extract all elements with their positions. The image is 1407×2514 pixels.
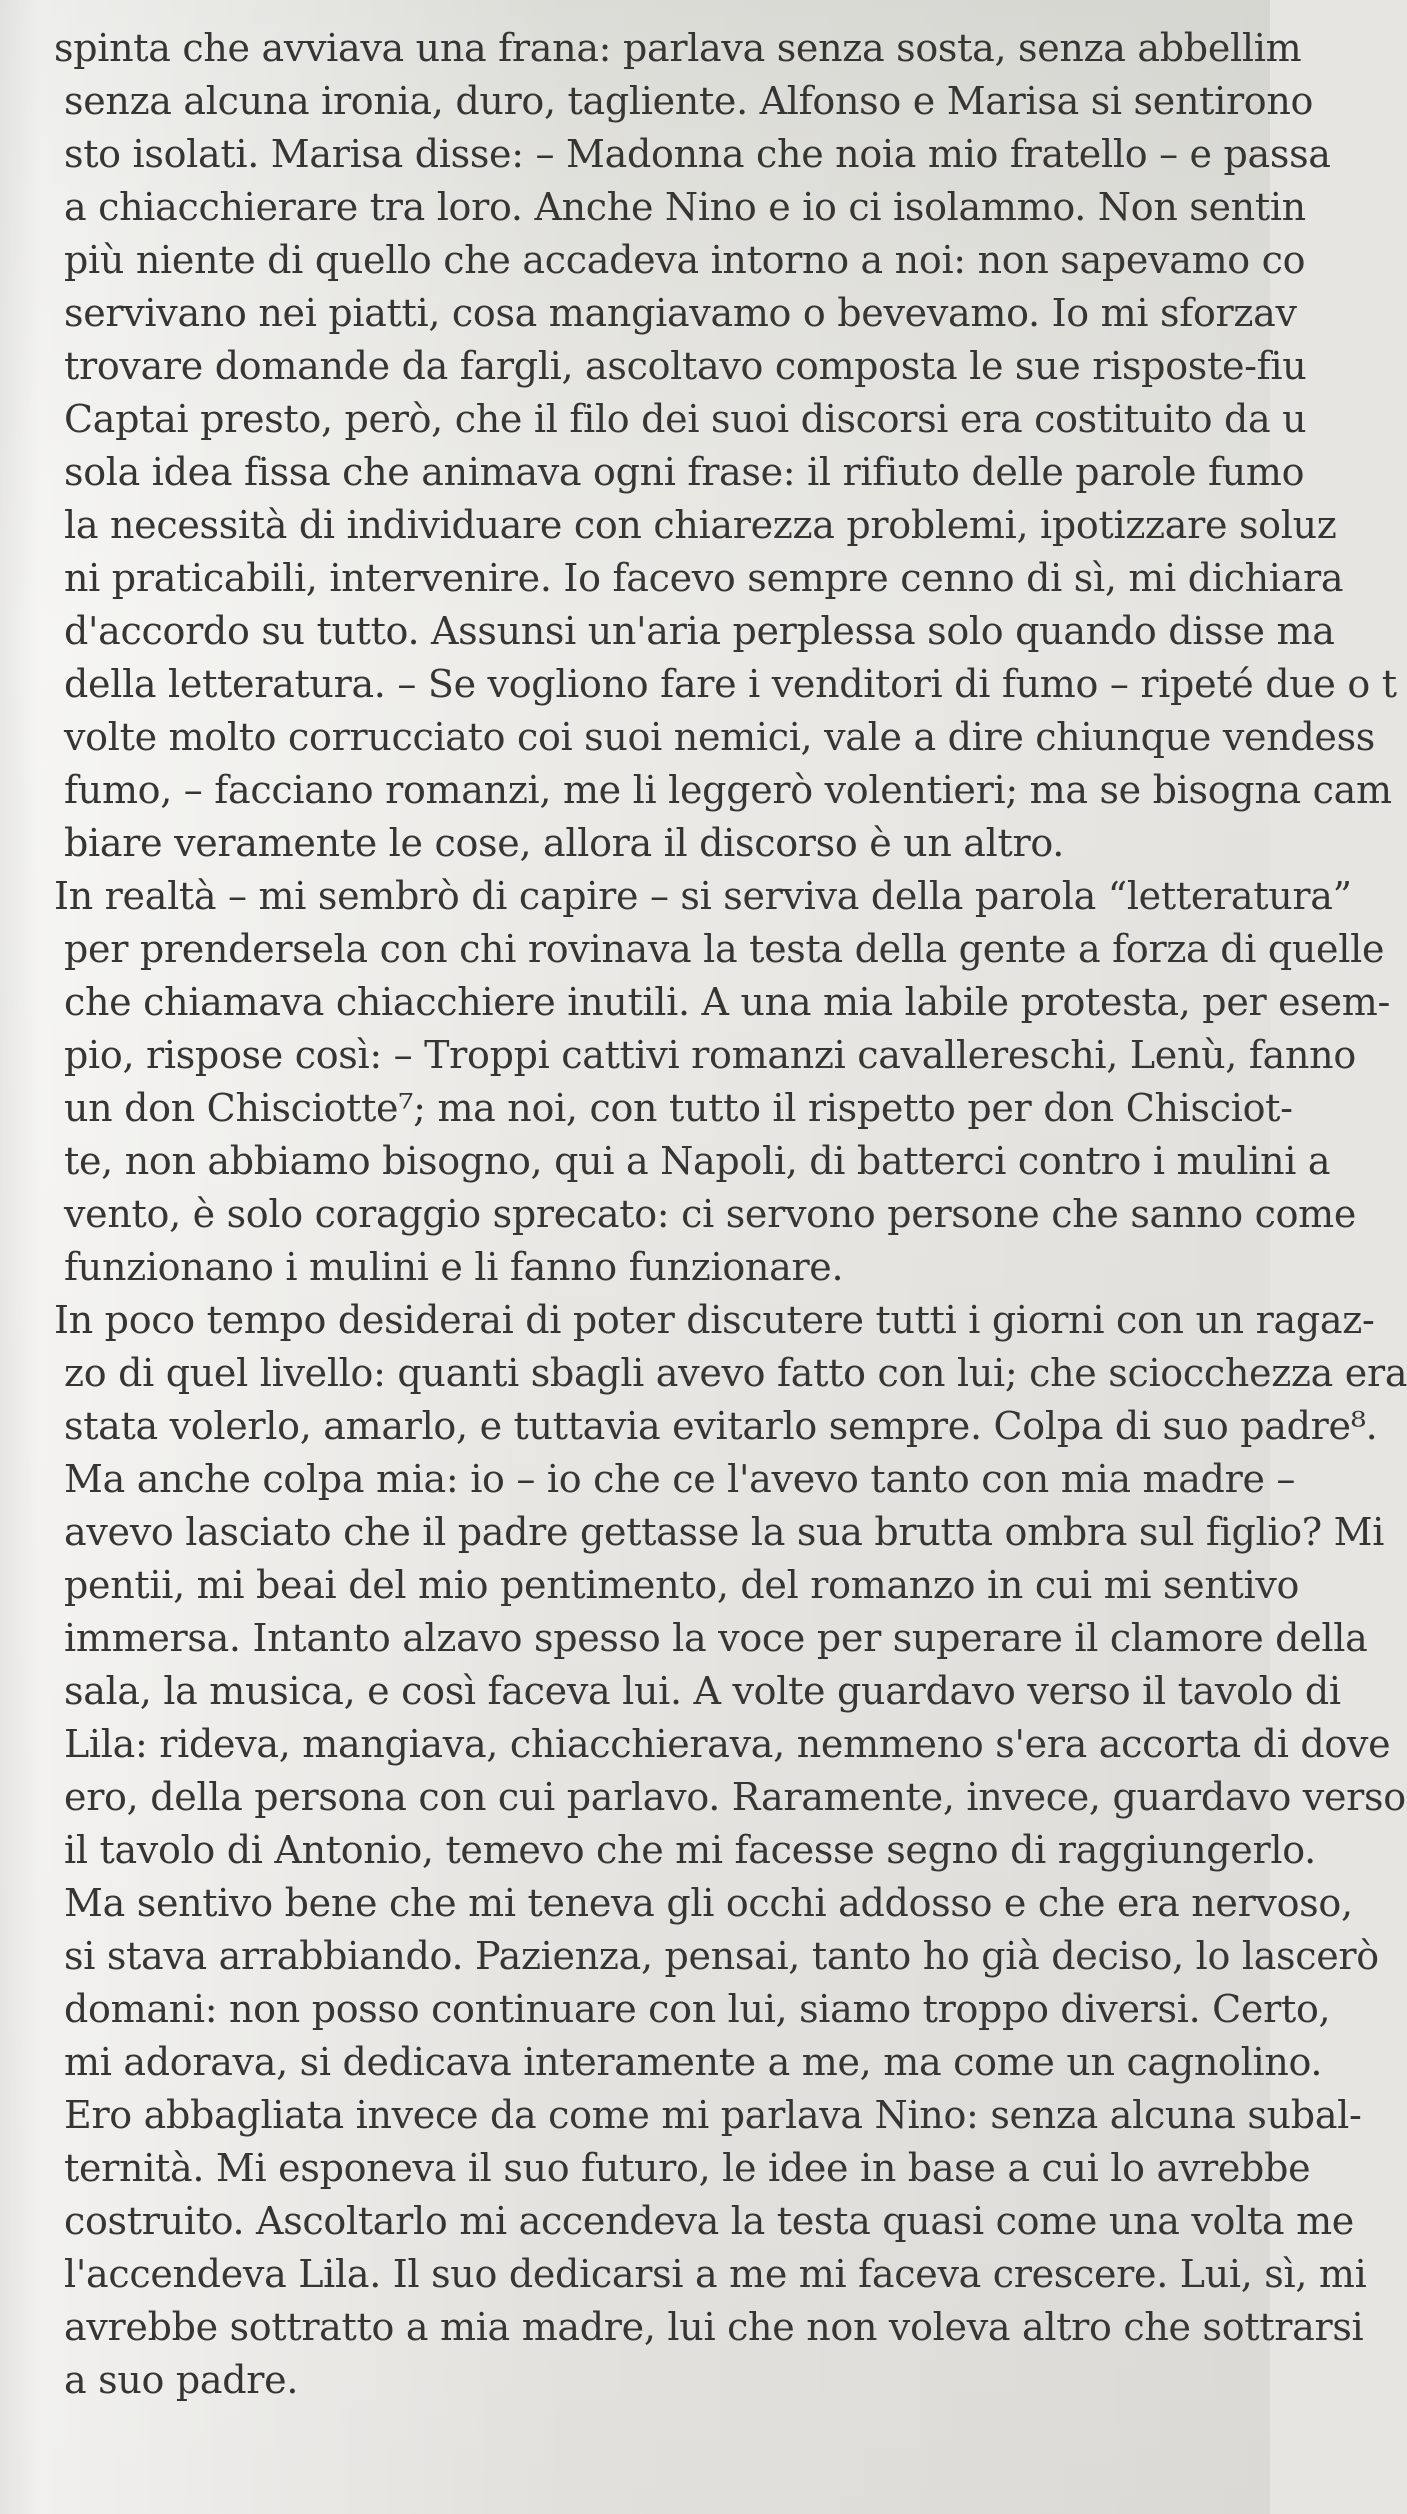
page-text <box>54 22 1407 2407</box>
text-line: sola idea fissa che animava ogni frase: il rifiuto delle parole fumo <box>64 450 1305 494</box>
text-line: stata volerlo, amarlo, e tuttavia evitarlo sempre. Colpa di suo padre⁸. <box>64 1404 1378 1448</box>
text-line: spinta che avviava una frana: parlava senza sosta, senza abbellim <box>54 26 1302 70</box>
text-line: della letteratura. – Se vogliono fare i venditori di fumo – ripeté due o t <box>64 662 1397 706</box>
text-line: sala, la musica, e così faceva lui. A volte guardavo verso il tavolo di <box>64 1669 1341 1713</box>
text-line: Captai presto, però, che il filo dei suoi discorsi era costituito da u <box>64 397 1307 441</box>
paragraph <box>54 1294 1407 2407</box>
text-line: costruito. Ascoltarlo mi accendeva la testa quasi come una volta me <box>64 2199 1354 2243</box>
text-line: domani: non posso continuare con lui, siamo troppo diversi. Certo, <box>64 1987 1331 2031</box>
text-line: si stava arrabbiando. Pazienza, pensai, tanto ho già deciso, lo lascerò <box>64 1934 1379 1978</box>
text-line: d'accordo su tutto. Assunsi un'aria perplessa solo quando disse ma <box>64 609 1335 653</box>
text-line: In poco tempo desiderai di poter discutere tutti i giorni con un ragaz- <box>54 1298 1375 1342</box>
text-line: In realtà – mi sembrò di capire – si serviva della parola “letteratura” <box>54 874 1352 918</box>
text-line: per prendersela con chi rovinava la testa della gente a forza di quelle <box>64 927 1385 971</box>
text-line: a chiacchierare tra loro. Anche Nino e io ci isolammo. Non sentin <box>64 185 1306 229</box>
text-line: ero, della persona con cui parlavo. Raramente, invece, guardavo verso <box>64 1775 1406 1819</box>
text-line: avrebbe sottratto a mia madre, lui che non voleva altro che sottrarsi <box>64 2305 1364 2349</box>
text-line: servivano nei piatti, cosa mangiavamo o bevevamo. Io mi sforzav <box>64 291 1297 335</box>
text-line: a suo padre. <box>64 2358 299 2402</box>
text-line: avevo lasciato che il padre gettasse la sua brutta ombra sul figlio? Mi <box>64 1510 1385 1554</box>
text-line: la necessità di individuare con chiarezza problemi, ipotizzare soluz <box>64 503 1337 547</box>
text-line: immersa. Intanto alzavo spesso la voce per superare il clamore della <box>64 1616 1368 1660</box>
text-line: senza alcuna ironia, duro, tagliente. Alfonso e Marisa si sentirono <box>64 79 1314 123</box>
text-line: Ero abbagliata invece da come mi parlava Nino: senza alcuna subal- <box>64 2093 1362 2137</box>
text-line: trovare domande da fargli, ascoltavo composta le sue risposte-fiu <box>64 344 1307 388</box>
text-line: mi adorava, si dedicava interamente a me, ma come un cagnolino. <box>64 2040 1323 2084</box>
text-line: fumo, – facciano romanzi, me li leggerò volentieri; ma se bisogna cam <box>64 768 1392 812</box>
text-line: sto isolati. Marisa disse: – Madonna che noia mio fratello – e passa <box>64 132 1331 176</box>
text-line: Lila: rideva, mangiava, chiacchierava, nemmeno s'era accorta di dove <box>64 1722 1391 1766</box>
text-line: il tavolo di Antonio, temevo che mi facesse segno di raggiungerlo. <box>64 1828 1316 1872</box>
text-line: Ma sentivo bene che mi teneva gli occhi addosso e che era nervoso, <box>64 1881 1353 1925</box>
text-line: più niente di quello che accadeva intorno a noi: non sapevamo co <box>64 238 1306 282</box>
paragraph <box>54 870 1390 1294</box>
text-line: biare veramente le cose, allora il discorso è un altro. <box>64 821 1065 865</box>
text-line: te, non abbiamo bisogno, qui a Napoli, di batterci contro i mulini a <box>64 1139 1331 1183</box>
text-line: ni praticabili, intervenire. Io facevo sempre cenno di sì, mi dichiara <box>64 556 1344 600</box>
text-line: funzionano i mulini e li fanno funzionare. <box>64 1245 844 1289</box>
text-line: pentii, mi beai del mio pentimento, del romanzo in cui mi sentivo <box>64 1563 1300 1607</box>
paragraph <box>54 22 1397 870</box>
page-gutter-shadow <box>0 0 40 2514</box>
text-line: Ma anche colpa mia: io – io che ce l'avevo tanto con mia madre – <box>64 1457 1296 1501</box>
text-line: che chiamava chiacchiere inutili. A una mia labile protesta, per esem- <box>64 980 1390 1024</box>
text-line: un don Chisciotte⁷; ma noi, con tutto il rispetto per don Chisciot- <box>64 1086 1293 1130</box>
text-line: zo di quel livello: quanti sbagli avevo fatto con lui; che sciocchezza era <box>64 1351 1407 1395</box>
text-line: volte molto corrucciato coi suoi nemici, vale a dire chiunque vendess <box>64 715 1375 759</box>
text-line: ternità. Mi esponeva il suo futuro, le idee in base a cui lo avrebbe <box>64 2146 1311 2190</box>
text-line: vento, è solo coraggio sprecato: ci servono persone che sanno come <box>64 1192 1357 1236</box>
text-line: pio, rispose così: – Troppi cattivi romanzi cavallereschi, Lenù, fanno <box>64 1033 1356 1077</box>
text-line: l'accendeva Lila. Il suo dedicarsi a me mi faceva crescere. Lui, sì, mi <box>64 2252 1367 2296</box>
